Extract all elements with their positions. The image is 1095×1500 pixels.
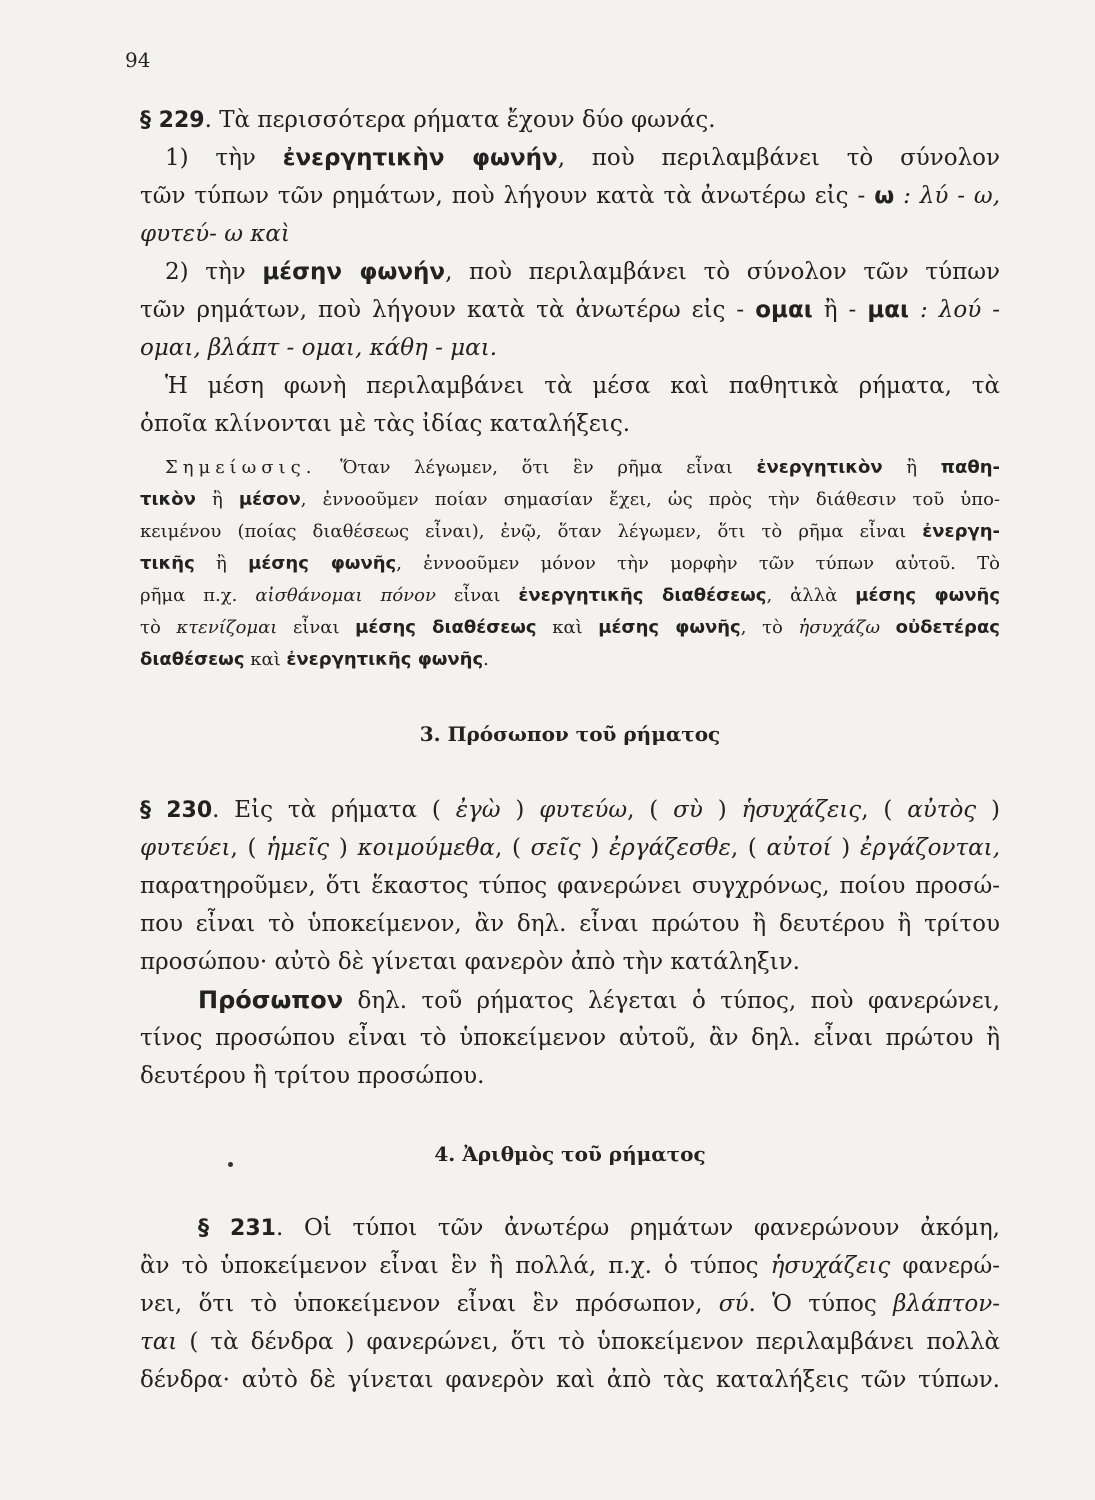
section-number: § 231 [198,1216,276,1241]
note-line: κειμένου (ποίας διαθέσεως εἶναι), ἐνῷ, ὅταν λέγωμεν, ὅτι τὸ ρῆμα εἶναι ἐνεργη- [140,521,1000,542]
paragraph-line: τῶν ρημάτων, ποὺ λήγουν κατὰ τὰ ἀνωτέρω εἰς - ομαι ἢ - μαι : λού - [140,297,1000,323]
note-line: τὸ κτενίζομαι εἶναι μέσης διαθέσεως καὶ μέσης φωνῆς, τὸ ἡσυχάζω οὐδετέρας [140,617,1000,638]
heading-text: 4. Ἀριθμὸς τοῦ ρήματος [434,1142,706,1166]
paragraph-line: ἂν τὸ ὑποκείμενον εἶναι ἓν ἢ πολλά, π.χ. ὁ τύπος ἡσυχάζεις φανερώ- [140,1253,1000,1279]
paragraph-line: 2) τὴν μέσην φωνήν, ποὺ περιλαμβάνει τὸ σύνολον τῶν τύπων [165,259,1000,285]
paragraph-line: τῶν τύπων τῶν ρημάτων, ποὺ λήγουν κατὰ τὰ ἀνωτέρω εἰς - ω : λύ - ω, [140,183,1001,209]
heading-text: 3. Πρόσωπον τοῦ ρήματος [419,722,721,746]
paragraph-line: ὁποῖα κλίνονται μὲ τὰς ἰδίας καταλήξεις. [140,411,631,437]
print-speck [228,1162,233,1167]
paragraph-line: νει, ὅτι τὸ ὑποκείμενον εἶναι ἓν πρόσωπον, σύ. Ὁ τύπος βλάπτον- [140,1291,1000,1317]
note-line: τικὸν ἢ μέσον, ἐννοοῦμεν ποίαν σημασίαν ἔχει, ὡς πρὸς τὴν διάθεσιν τοῦ ὑπο- [140,489,1000,510]
paragraph-line: φυτεύει, ( ἡμεῖς ) κοιμούμεθα, ( σεῖς ) ἐργάζεσθε, ( αὐτοί ) ἐργάζονται, [140,835,1001,861]
note-line: ρῆμα π.χ. αἰσθάνομαι πόνον εἶναι ἐνεργητικῆς διαθέσεως, ἀλλὰ μέσης φωνῆς [140,585,1001,606]
note-line: διαθέσεως καὶ ἐνεργητικῆς φωνῆς. [140,649,489,670]
paragraph-line: δένδρα· αὐτὸ δὲ γίνεται φανερὸν καὶ ἀπὸ τὰς καταλήξεις τῶν τύπων. [140,1367,1000,1393]
page-number: 94 [125,48,151,72]
paragraph-line: 1) τὴν ἐνεργητικὴν φωνήν, ποὺ περιλαμβάνει τὸ σύνολον [165,145,1000,171]
paragraph-line: που εἶναι τὸ ὑποκείμενον, ἂν δηλ. εἶναι πρώτου ἢ δευτέρου ἢ τρίτου [140,911,1000,937]
paragraph-line: φυτεύ- ω καὶ [140,221,290,247]
paragraph-line: δευτέρου ἢ τρίτου προσώπου. [140,1063,485,1089]
paragraph-line: τίνος προσώπου εἶναι τὸ ὑποκείμενον αὐτοῦ, ἂν δηλ. εἶναι πρώτου ἢ [140,1025,1000,1051]
note-label: Σημείωσις. [165,457,317,478]
paragraph-line: προσώπου· αὐτὸ δὲ γίνεται φανερὸν ἀπὸ τὴν κατάληξιν. [140,949,800,975]
section-number: § 230 [140,798,213,823]
paragraph-line: Πρόσωπον δηλ. τοῦ ρήματος λέγεται ὁ τύπος, ποὺ φανερώνει, [198,986,1000,1014]
paragraph-line: ομαι, βλάπτ - ομαι, κάθη - μαι. [140,335,498,361]
paragraph-line: § 230. Εἰς τὰ ρήματα ( ἐγὼ ) φυτεύω, ( σὺ ) ἡσυχάζεις, ( αὐτὸς ) [140,797,1001,823]
note-line: τικῆς ἢ μέσης φωνῆς, ἐννοοῦμεν μόνον τὴν μορφὴν τῶν τύπων αὐτοῦ. Τὸ [140,553,1000,574]
paragraph-line: Ἡ μέση φωνὴ περιλαμβάνει τὰ μέσα καὶ παθητικὰ ρήματα, τὰ [165,373,1000,399]
section-number: § 229 [140,108,205,133]
paragraph-line: παρατηροῦμεν, ὅτι ἕκαστος τύπος φανερώνει συγχρόνως, ποίου προσώ- [140,873,1000,899]
note-line: Σημείωσις. Ὅταν λέγωμεν, ὅτι ἓν ρῆμα εἶναι ἐνεργητικὸν ἢ παθη- [165,457,1000,478]
paragraph-line: § 231. Οἱ τύποι τῶν ἀνωτέρω ρημάτων φανερώνουν ἀκόμη, [198,1215,1000,1241]
paragraph-line: ται ( τὰ δένδρα ) φανερώνει, ὅτι τὸ ὑποκείμενον περιλαμβάνει πολλὰ [140,1329,1000,1355]
paragraph-line: § 229. Τὰ περισσότερα ρήματα ἔχουν δύο φωνάς. [140,107,716,133]
